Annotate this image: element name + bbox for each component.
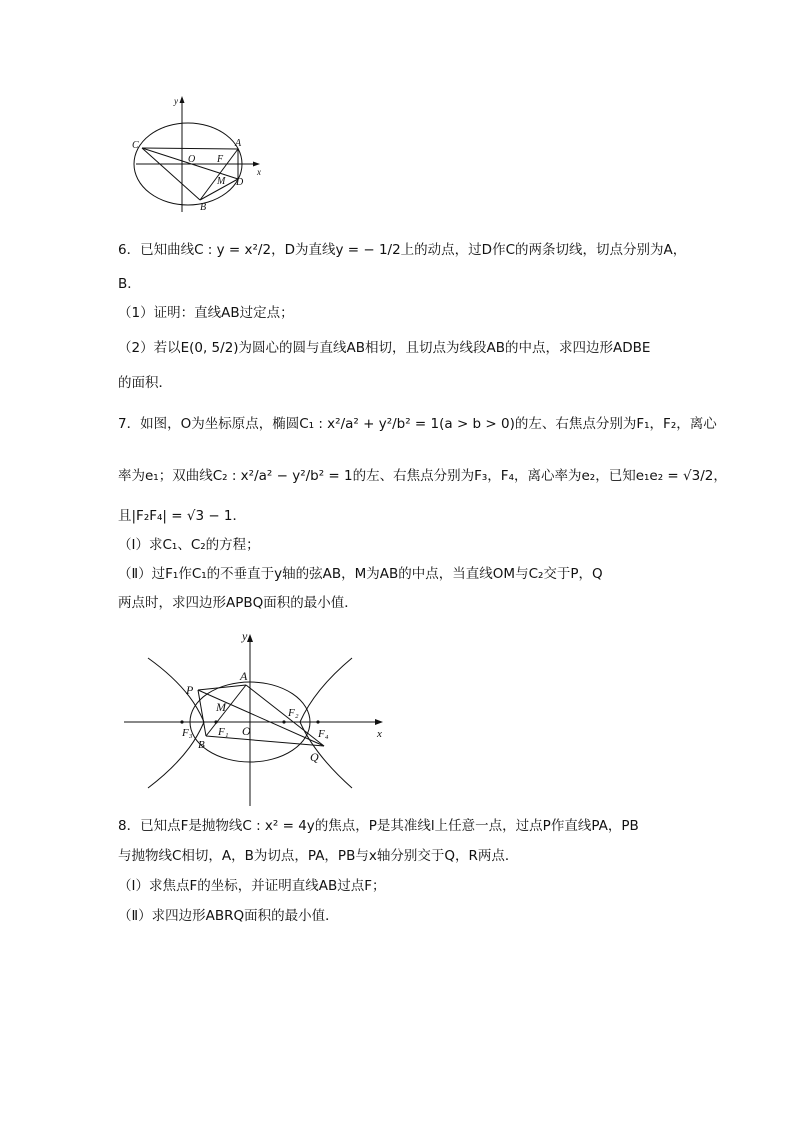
q6-part-1: （1）证明：直线AB过定点； [118,305,294,321]
q8-line-2: 与抛物线C相切，A，B为切点，PA，PB与x轴分别交于Q，R两点． [118,848,519,864]
segment-PA [198,685,246,690]
label-F4: F₄ [318,728,329,740]
label-O: O [242,724,251,738]
label-x-axis: x [377,728,382,740]
y-axis-arrow-icon [180,96,185,103]
label-D: D [236,177,244,188]
label-B: B [198,739,205,751]
label-O: O [188,154,196,165]
label-F2: F₂ [288,707,299,719]
x-axis-arrow-icon [375,719,383,725]
label-A: A [235,138,242,149]
point-F4 [316,720,319,723]
label-B: B [200,202,207,213]
label-F3: F₃ [182,727,193,739]
point-F1 [214,720,217,723]
ellipse-figure-1 [128,92,268,217]
point-F2 [282,720,285,723]
q6-part-2b: 的面积． [118,375,172,391]
q6-line-1: 6．已知曲线C : y = x²/2，D为直线y = − 1/2上的动点，过D作C的两条切线，切点分别为A， [118,242,687,258]
ellipse-hyperbola-figure [120,628,395,808]
label-P: P [186,683,194,697]
hyperbola-left-branch [148,658,204,788]
label-C: C [132,140,139,151]
q7-part-2: （Ⅱ）过F₁作C₁的不垂直于y轴的弦AB，M为AB的中点，当直线OM与C₂交于P，Q [118,566,603,582]
segment-AQ [246,685,324,746]
hyperbola-right-branch [300,658,352,788]
q7-line-3: 且|F₂F₄| = √3 − 1． [118,508,247,524]
y-axis-arrow-icon [247,634,253,642]
point-F3 [180,720,183,723]
line-PQ [198,690,324,746]
q6-line-2: B． [118,276,141,292]
label-Q: Q [310,750,319,764]
x-axis-arrow-icon [253,162,260,167]
q7-line-1: 7．如图，O为坐标原点，椭圆C₁ : x²/a² + y²/b² = 1(a > b > 0)的左、右焦点分别为F₁，F₂，离心 [118,416,717,432]
q6-part-2: （2）若以E(0, 5/2)为圆心的圆与直线AB相切，且切点为线段AB的中点，求四边形ADBE [118,340,651,356]
q8-part-2: （Ⅱ）求四边形ABRQ面积的最小值． [118,908,339,924]
label-A: A [240,669,248,683]
label-y-axis: y [174,96,178,106]
label-y-axis: y [242,629,248,643]
chord-CA [142,148,238,149]
q7-part-2b: 两点时，求四边形APBQ面积的最小值． [118,595,358,611]
q8-line-1: 8．已知点F是抛物线C : x² = 4y的焦点，P是其准线l上任意一点，过点P作直线PA，PB [118,818,639,834]
label-F: F [217,154,224,165]
label-M: M [216,700,226,714]
label-F1: F₁ [218,726,229,738]
q7-part-1: （Ⅰ）求C₁、C₂的方程； [118,537,260,553]
label-M: M [217,176,226,187]
label-x-axis: x [257,167,261,177]
q8-part-1: （Ⅰ）求焦点F的坐标，并证明直线AB过点F； [118,878,386,894]
q7-line-2: 率为e₁；双曲线C₂ : x²/a² − y²/b² = 1的左、右焦点分别为F₃，F₄，离心率为e₂，已知e₁e₂ = √3/2， [118,468,727,484]
